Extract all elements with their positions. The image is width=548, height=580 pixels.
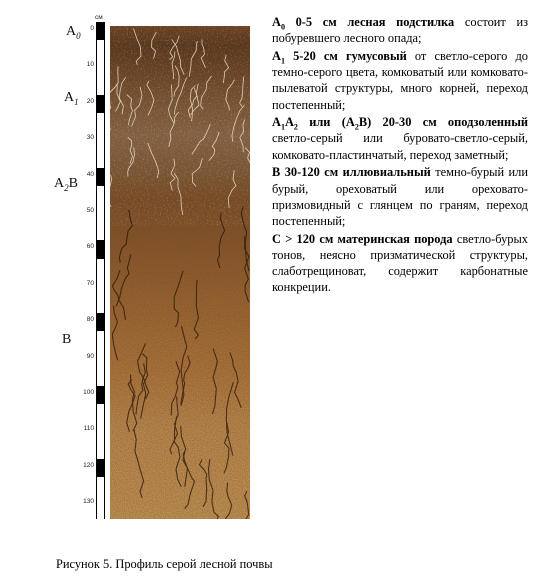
description-text-run: 1 <box>280 122 285 132</box>
depth-ruler <box>96 22 105 519</box>
horizon-label-a0: $A_0$ <box>66 24 81 41</box>
horizon-label-a2b: $A_2B$ <box>54 176 78 193</box>
horizon-label-b: B <box>62 332 72 347</box>
horizon-description <box>272 14 528 297</box>
depth-tick-label: 90 <box>86 352 94 360</box>
description-text-run: A <box>272 15 281 29</box>
depth-tick-label: 60 <box>86 243 94 251</box>
description-text-run: 5-20 см гумусовый <box>284 48 407 63</box>
description-text-run: C > 120 см материнская порода <box>272 231 453 246</box>
description-text-run: A <box>284 115 294 130</box>
depth-tick-label: 120 <box>83 461 94 469</box>
ruler-segment <box>96 95 105 113</box>
ruler-segment <box>96 313 105 331</box>
description-text-run: от светло-серого до темно-серого цвета, комковатый или комковато-пылеватой структуры, много корней, переход постепенный; <box>272 48 528 112</box>
ruler-segment <box>96 459 105 477</box>
horizon-label-a1: $A_1$ <box>64 90 79 107</box>
description-text-run: или (A <box>297 115 355 130</box>
depth-tick-label: 0 <box>90 25 94 32</box>
description-text-run: B 30-120 см иллювиальный <box>272 165 431 180</box>
depth-tick-label: 10 <box>86 61 94 69</box>
horizon-paragraph <box>272 114 528 163</box>
description-text-run: 2 <box>293 122 298 132</box>
description-text-run: светло-серый или буровато-светло-серый, комковато-пластинчатый, переход заметный; <box>272 131 528 162</box>
depth-tick-label: 30 <box>86 134 94 142</box>
description-text-run: B) 20-30 см оподзоленный <box>358 115 529 130</box>
ruler-segment <box>96 22 105 40</box>
horizon-paragraph <box>272 14 528 46</box>
horizon-paragraph <box>272 48 528 113</box>
description-text-run: состоит из побуревшего лесного опада; <box>272 15 528 46</box>
description-text-run: A <box>272 48 281 63</box>
soil-texture-drawing <box>110 26 250 519</box>
description-text-run: 1 <box>280 56 285 66</box>
depth-tick-label: 70 <box>86 279 94 287</box>
description-text-run: 0 <box>280 22 285 32</box>
depth-tick-label: 50 <box>86 207 94 214</box>
ruler-segment <box>96 386 105 404</box>
horizon-paragraph <box>272 231 528 296</box>
depth-tick-label: 20 <box>86 97 94 105</box>
depth-tick-label: 100 <box>83 389 94 396</box>
soil-profile-image <box>110 26 250 519</box>
description-text-run: A <box>272 115 281 130</box>
figure-caption: Рисунок 5. Профиль серой лесной почвы <box>56 557 273 571</box>
depth-tick-label: 40 <box>86 170 94 178</box>
ruler-segment <box>96 168 105 186</box>
description-text-run: 0-5 см лесная подстилка <box>284 15 455 29</box>
description-text-run: светло-бурых тонов, неясно призматической структуры, слаботрещиноват, содержит карбонатные конкреции. <box>272 231 528 295</box>
description-text-run: темно-бурый или бурый, ореховатый или ореховато-призмовидный с глянцем по граням, переход постепенный; <box>272 165 528 228</box>
depth-unit-label: см <box>95 14 103 21</box>
horizon-paragraph <box>272 164 528 229</box>
depth-tick-label: 80 <box>86 316 94 324</box>
ruler-segment <box>96 240 105 258</box>
description-text-run: 2 <box>354 122 359 132</box>
depth-tick-label: 130 <box>83 498 94 506</box>
depth-tick-label: 110 <box>83 425 94 433</box>
